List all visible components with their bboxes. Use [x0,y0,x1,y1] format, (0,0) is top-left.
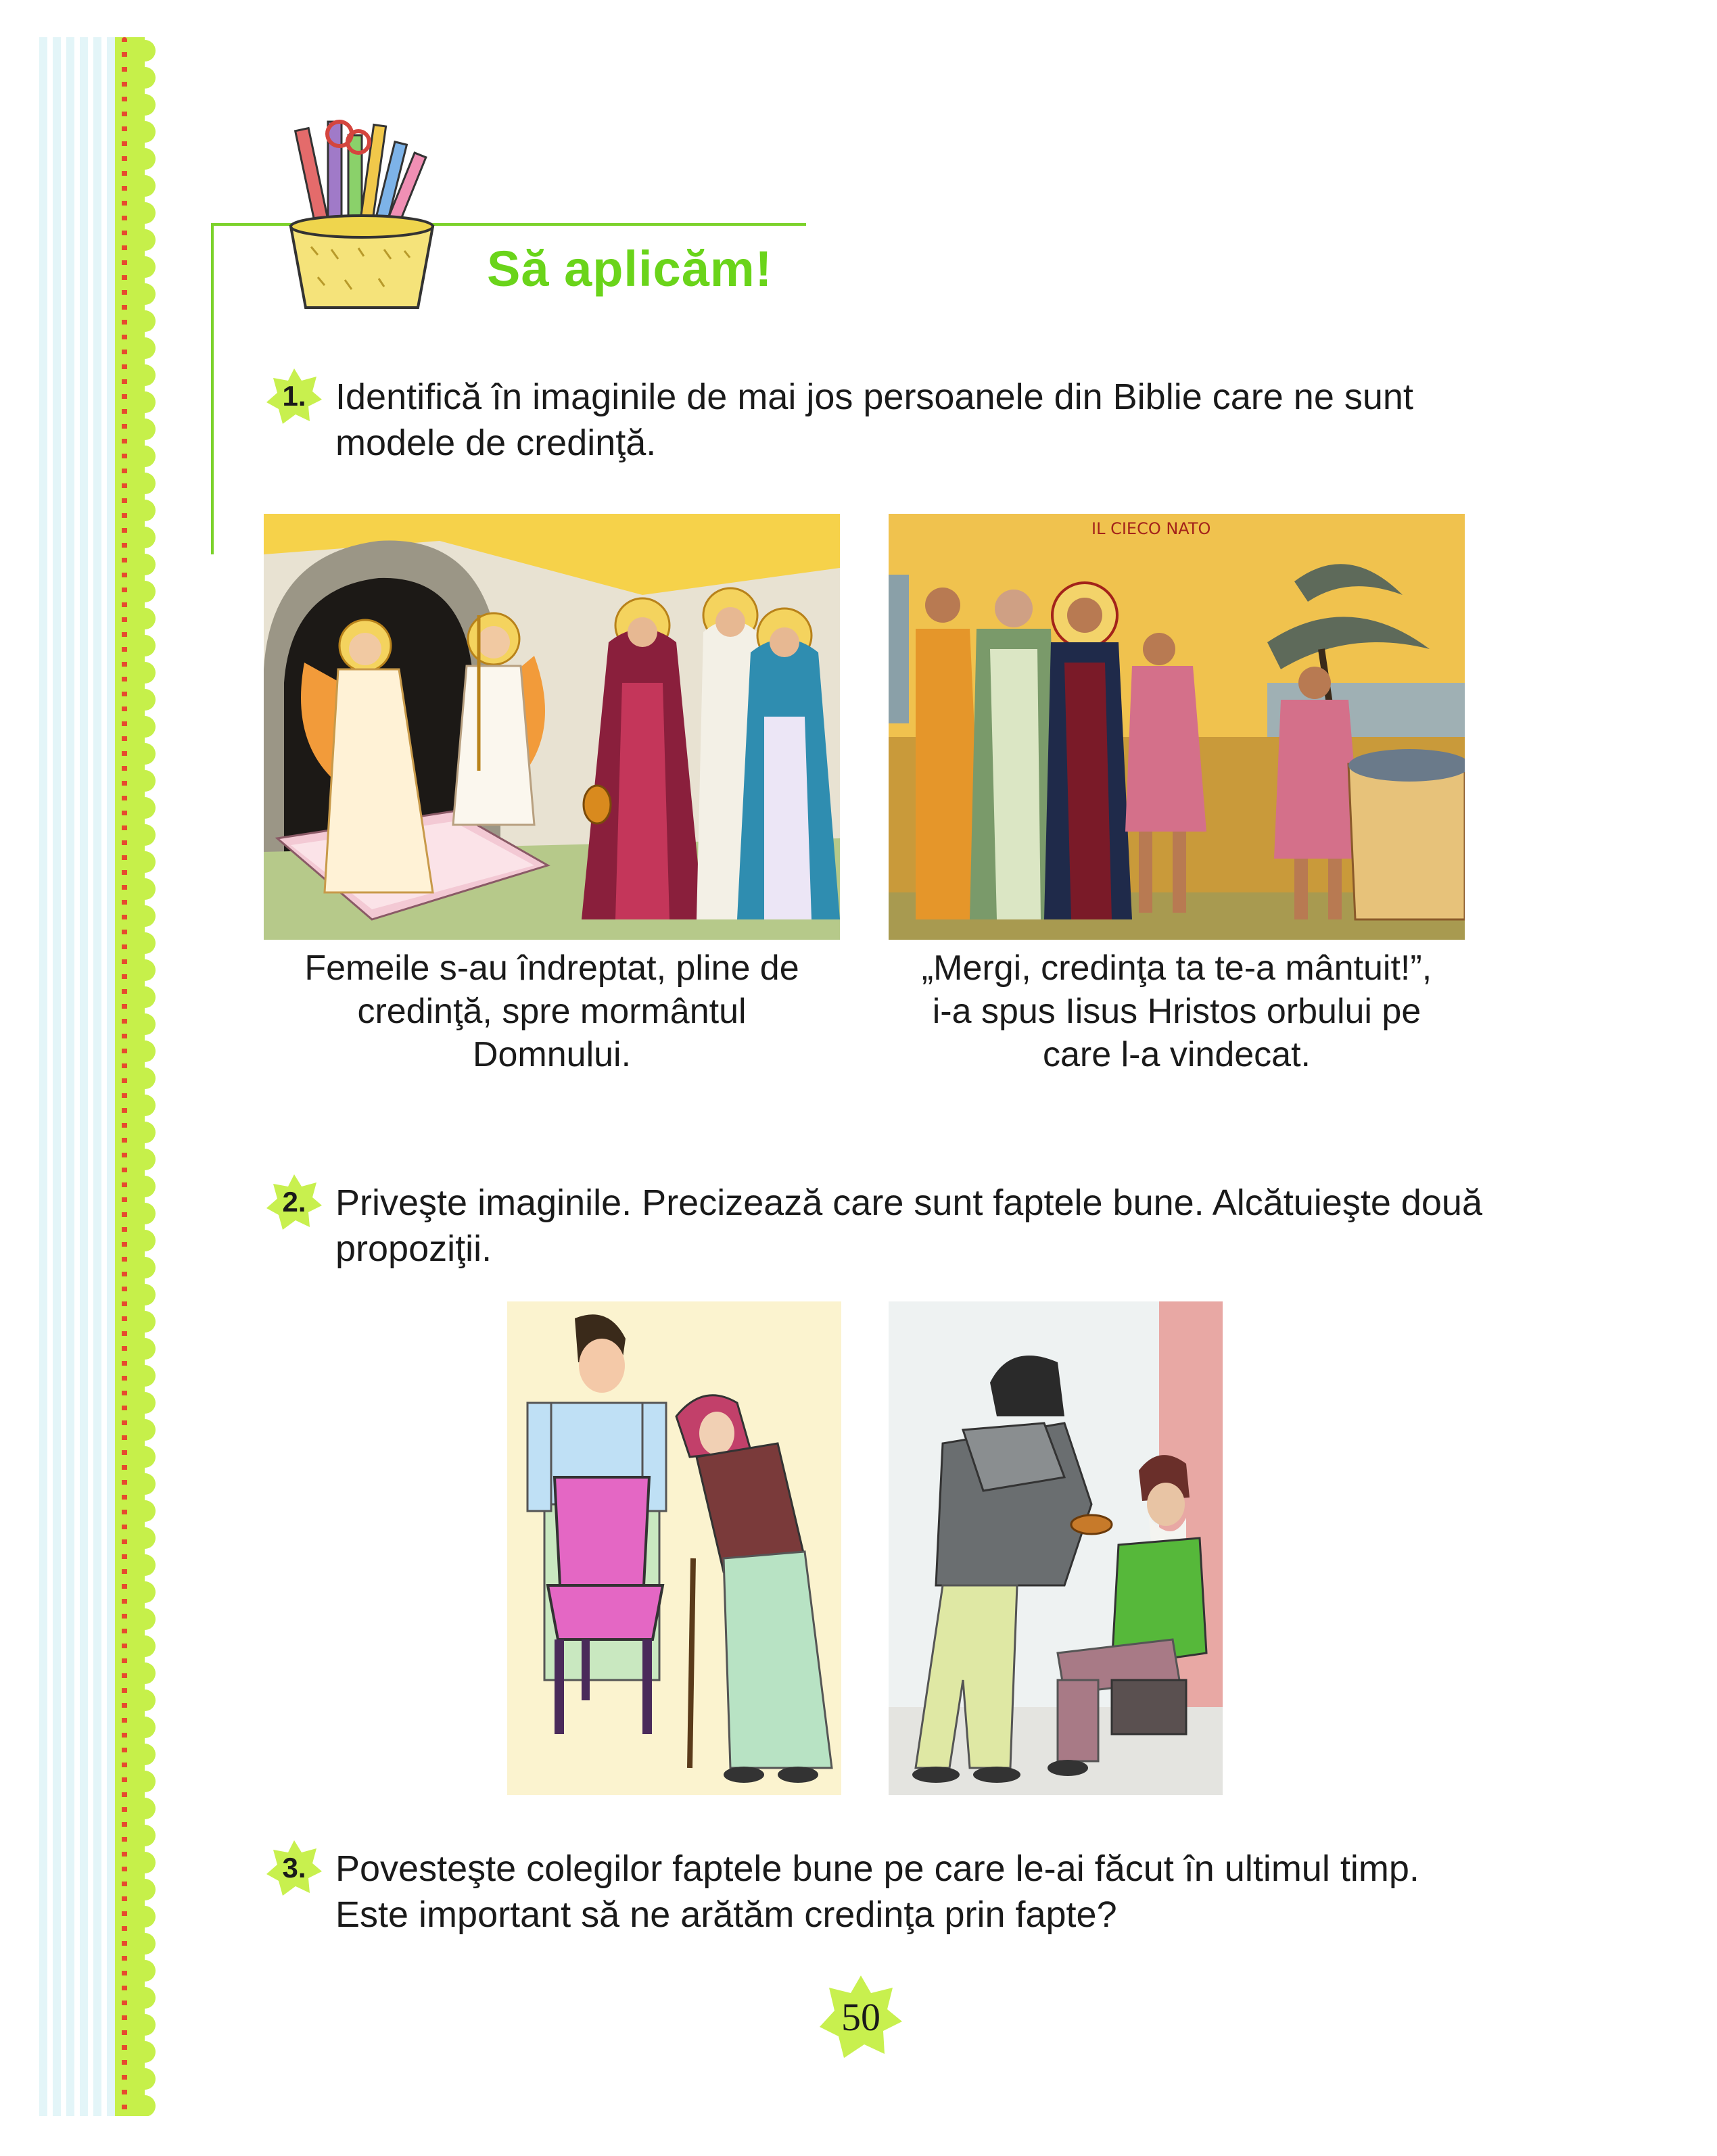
caption-left [264,947,840,1076]
caption-right [889,947,1465,1076]
question-1-number-label: 1. [282,380,306,412]
question-2-number [265,1173,323,1231]
caption-right-line-1: „Mergi, credinţa ta te-a mântuit!”, [921,949,1432,988]
question-3-line-2: Este important să ne arătăm credinţa prin fapte? [335,1894,1117,1935]
icon-myrrh-bearing-women-image [264,514,840,940]
page-number [817,1973,905,2061]
question-1-line-2: modele de credinţă. [335,423,657,463]
man-giving-bread-image [889,1301,1223,1795]
question-3-line-1: Povesteşte colegilor faptele bune pe care le-ai făcut în ultimul timp. [335,1848,1419,1889]
question-3-number-label: 3. [282,1852,306,1884]
icon-healing-blind-man-image [889,514,1465,940]
heading-frame-left [211,223,214,554]
svg-text:IL CIECO NATO: IL CIECO NATO [1091,519,1211,538]
question-2-line-1: Priveşte imaginile. Precizează care sunt faptele bune. Alcătuieşte două [335,1182,1482,1223]
caption-left-line-2: credinţă, spre mormântul [357,992,747,1031]
page-number-label: 50 [841,1994,880,2039]
decorative-stripes [39,37,115,2116]
boy-offering-chair-image [507,1301,841,1795]
question-2-line-2: propoziţii. [335,1228,492,1269]
question-2-number-label: 2. [282,1186,306,1218]
question-1-line-1: Identifică în imaginile de mai jos persoanele din Biblie care ne sunt [335,377,1413,417]
decorative-dotted-line [122,37,127,2116]
question-2-text [335,1180,1482,1272]
pencil-cup-icon [264,115,460,318]
caption-right-line-3: care l-a vindecat. [1043,1035,1311,1074]
question-1-number [265,367,323,425]
caption-left-line-3: Domnului. [472,1035,632,1074]
section-title: Să aplicăm! [487,241,773,297]
question-1-text [335,374,1413,466]
caption-right-line-2: i-a spus Iisus Hristos orbului pe [932,992,1421,1031]
question-3-text [335,1846,1419,1938]
question-3-number [265,1839,323,1897]
caption-left-line-1: Femeile s-au îndreptat, pline de [304,949,799,988]
